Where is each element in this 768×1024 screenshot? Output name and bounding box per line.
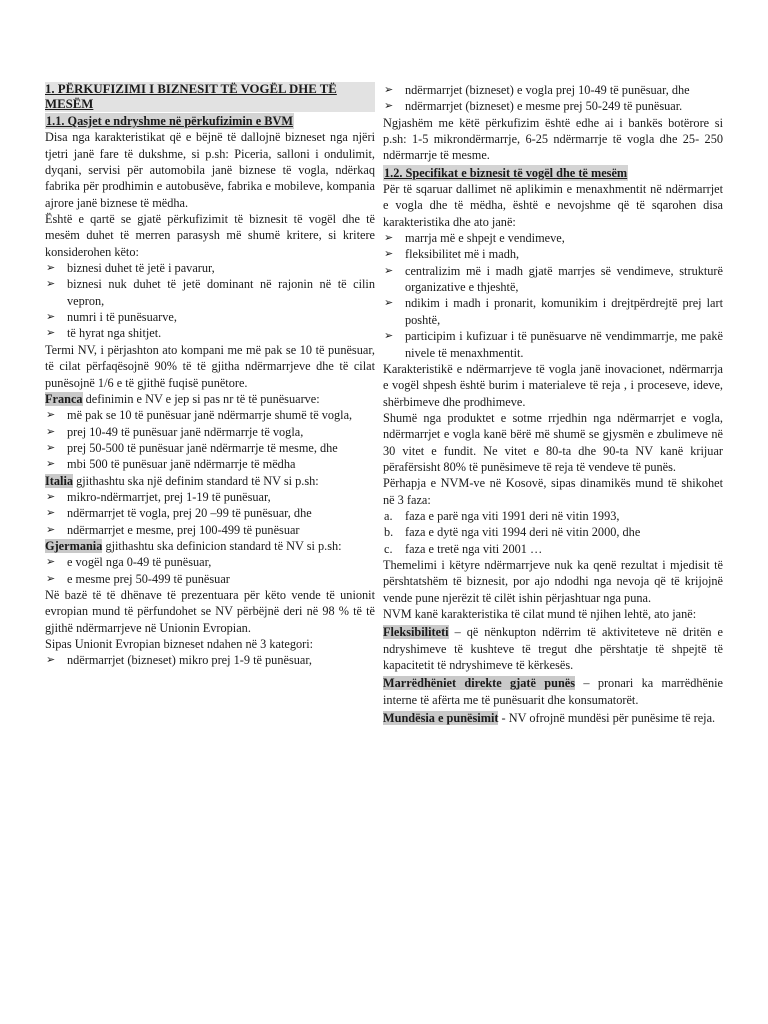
list-item: ➢ e vogël nga 0-49 të punësuar,: [45, 554, 375, 570]
paragraph: Themelimi i këtyre ndërmarrjeve nuk ka qenë rezultat i mjedisit të përshtatshëm të biznesit, por ajo ndodhi nga nevoja që të krijojnë vende pune njerëzit të cilët ishin përjashtuar nga puna.: [383, 557, 723, 605]
list-item: ➢ participim i kufizuar i të punësuarve në vendimmarrje, me pakë nivele të menaxhmentit.: [383, 328, 723, 361]
paragraph: [45, 391, 375, 407]
list-item-text: faza e parë nga viti 1991 deri në vitin 1993,: [405, 508, 620, 523]
right-column: [383, 82, 723, 726]
paragraph: [383, 624, 723, 673]
list-item: ➢ ndërmarrjet (bizneset) e vogla prej 10-49 të punësuar, dhe: [383, 82, 723, 98]
list-item: ➢ e mesme prej 50-499 të punësuar: [45, 571, 375, 587]
section-heading-1-2: 1.2. Specifikat e biznesit të vogël dhe të mesëm: [384, 165, 628, 180]
country-label-germany: Gjermania: [45, 538, 103, 553]
paragraph: Shumë nga produktet e sotme rrjedhin nga ndërmarrjet e vogla, ndërmarrjet e vogla kanë bërë më shumë se gjysmën e zbulimeve në 30 vitet e fundit. Ne vitet e 80-ta dhe 90-ta NV kanë krijuar përafërsisht 80% të punësimeve të reja të vendeve të punës.: [383, 410, 723, 474]
list-item: ➢ ndikim i madh i pronarit, komunikim i drejtpërdrejtë prej lart poshtë,: [383, 295, 723, 328]
country-label-france: Franca: [45, 391, 83, 406]
country-intro-text: gjithashtu ska definicion standard të NV si p.sh:: [102, 538, 342, 553]
list-item: [383, 508, 723, 524]
phases-list: [383, 508, 723, 557]
paragraph: Sipas Unionit Evropian bizneset ndahen në 3 kategori:: [45, 637, 314, 651]
list-item: ➢ prej 50-500 të punësuar janë ndërmarrje të mesme, dhe: [45, 440, 375, 456]
paragraph: Përhapja e NVM-ve në Kosovë, sipas dinamikës mund të shikohet në 3 faza:: [383, 476, 723, 507]
list-item: ➢ numri i të punësuarve,: [45, 309, 375, 325]
list-item: ➢ mbi 500 të punësuar janë ndërmarrje të mëdha: [45, 456, 375, 472]
paragraph: Disa nga karakteristikat që e bëjnë të dallojnë bizneset nga njëri tjetri janë fare të dukshme, si p.sh: Piceria, salloni i ondulimit, dyqani, servisi për automobila janë biznese të vogla, ndërkaq fabrika për prodhimin e autobusëve, fabrika e mobileve, kompania ajrore janë biznese të mëdha.: [45, 130, 375, 210]
specifics-list: [383, 230, 723, 361]
paragraph: [45, 473, 375, 489]
list-item: ➢ fleksibilitet më i madh,: [383, 246, 723, 262]
list-item: ➢ centralizim më i madh gjatë marrjes së vendimeve, strukturë organizative e thjeshtë,: [383, 263, 723, 296]
paragraph: [383, 710, 723, 726]
paragraph: NVM kanë karakteristika të cilat mund të njihen lehtë, ato janë:: [383, 607, 697, 621]
paragraph: Është e qartë se gjatë përkufizimit të biznesit të vogël dhe të mesëm duhet të merren parasysh më shumë kritere, si kritere konsiderohen këto:: [45, 212, 375, 259]
list-item: ➢ ndërmarrjet e mesme, prej 100-499 të punësuar: [45, 522, 375, 538]
list-item: ➢ prej 10-49 të punësuar janë ndërmarrje të vogla,: [45, 424, 375, 440]
left-column: [45, 82, 375, 669]
paragraph: [45, 538, 375, 554]
term-flexibility: Fleksibiliteti: [383, 625, 449, 640]
france-list: [45, 407, 375, 472]
country-intro-text: definimin e NV e jep si pas nr të të punësuarve:: [82, 391, 320, 406]
list-item: [383, 541, 723, 557]
italy-list: [45, 489, 375, 538]
paragraph: Në bazë të të dhënave të prezentuara për këto vende të unionit evropian mund të përfundohet se NV përbëjnë deri në 98 % të të gjithë ndërmarrjeve në Unionin Evropian.: [45, 587, 375, 635]
chapter-heading: 1. PËRKUFIZIMI I BIZNESIT TË VOGËL DHE TË MESËM: [45, 82, 375, 112]
list-item: ➢ ndërmarrjet (bizneset) mikro prej 1-9 të punësuar,: [45, 652, 375, 668]
section-heading-1-1: 1.1. Qasjet e ndryshme në përkufizimin e BVM: [46, 114, 293, 128]
list-item: ➢ ndërmarrjet (bizneset) e mesme prej 50-249 të punësuar.: [383, 98, 723, 114]
list-item-text: faza e dytë nga viti 1994 deri në vitin 2000, dhe: [405, 525, 641, 540]
country-intro-text: gjithashtu ska një definim standard të NV si p.sh:: [73, 473, 319, 488]
germany-list: [45, 554, 375, 587]
paragraph: Ngjashëm me këtë përkufizim është edhe ai i bankës botërore si p.sh: 1-5 mikrondërmarrje, 6-25 ndërmarrje të vogla dhe 25- 250 ndërmarrje të mesme.: [383, 115, 723, 163]
term-direct-relations: Marrëdhëniet direkte gjatë punës: [383, 676, 576, 691]
list-marker: c.: [384, 541, 393, 556]
list-item: ➢ më pak se 10 të punësuar janë ndërmarrje shumë të vogla,: [45, 407, 375, 423]
list-item: ➢ biznesi duhet të jetë i pavarur,: [45, 260, 375, 276]
list-item: ➢ mikro-ndërmarrjet, prej 1-19 të punësuar,: [45, 489, 375, 505]
paragraph: Për të sqaruar dallimet në aplikimin e menaxhmentit në ndërmarrjet e vogla dhe të mëdha, është e nevojshme që të sqarohen disa karakteristika dhe ato janë:: [383, 182, 723, 229]
list-item: [383, 524, 723, 540]
paragraph: Karakteristikë e ndërmarrjeve të vogla janë inovacionet, ndërmarrja e vogël shpesh është burim i materialeve të reja , i proceseve, ideve, shërbimeve dhe prodhimeve.: [383, 361, 723, 409]
list-item-text: faza e tretë nga viti 2001 …: [405, 541, 543, 556]
list-item: ➢ ndërmarrjet të vogla, prej 20 –99 të punësuar, dhe: [45, 505, 375, 521]
list-marker: a.: [384, 508, 393, 523]
eu-categories-list-start: [45, 652, 375, 668]
criteria-list: [45, 260, 375, 342]
paragraph: [383, 675, 723, 708]
list-item: ➢ marrja më e shpejt e vendimeve,: [383, 230, 723, 246]
term-definition: – që nënkupton ndërrim të aktiviteteve në dritën e ndryshimeve të kushteve të tregut dhe përshtatje të shpejtë të kapacitetit të ndryshimeve të kërkesës.: [383, 625, 723, 673]
term-definition: - NV ofrojnë mundësi për punësime të reja.: [498, 711, 716, 726]
country-label-italy: Italia: [45, 473, 74, 488]
paragraph: Termi NV, i përjashton ato kompani me më pak se 10 të punësuar, të cilat përfaqësojnë 90% të të gjitha ndërmarrjeve dhe të cilat punësojnë 1/6 e të gjithë fuqisë punëtore.: [45, 342, 375, 390]
eu-categories-list-continued: [383, 82, 723, 115]
list-item: ➢ biznesi nuk duhet të jetë dominant në rajonin në të cilin vepron,: [45, 276, 375, 309]
term-definition: – pronari ka marrëdhënie interne të afërta me të punësuarit dhe konsumatorët.: [383, 676, 723, 707]
term-employment: Mundësia e punësimit: [383, 711, 499, 726]
list-marker: b.: [384, 525, 394, 540]
list-item: ➢ të hyrat nga shitjet.: [45, 325, 375, 341]
